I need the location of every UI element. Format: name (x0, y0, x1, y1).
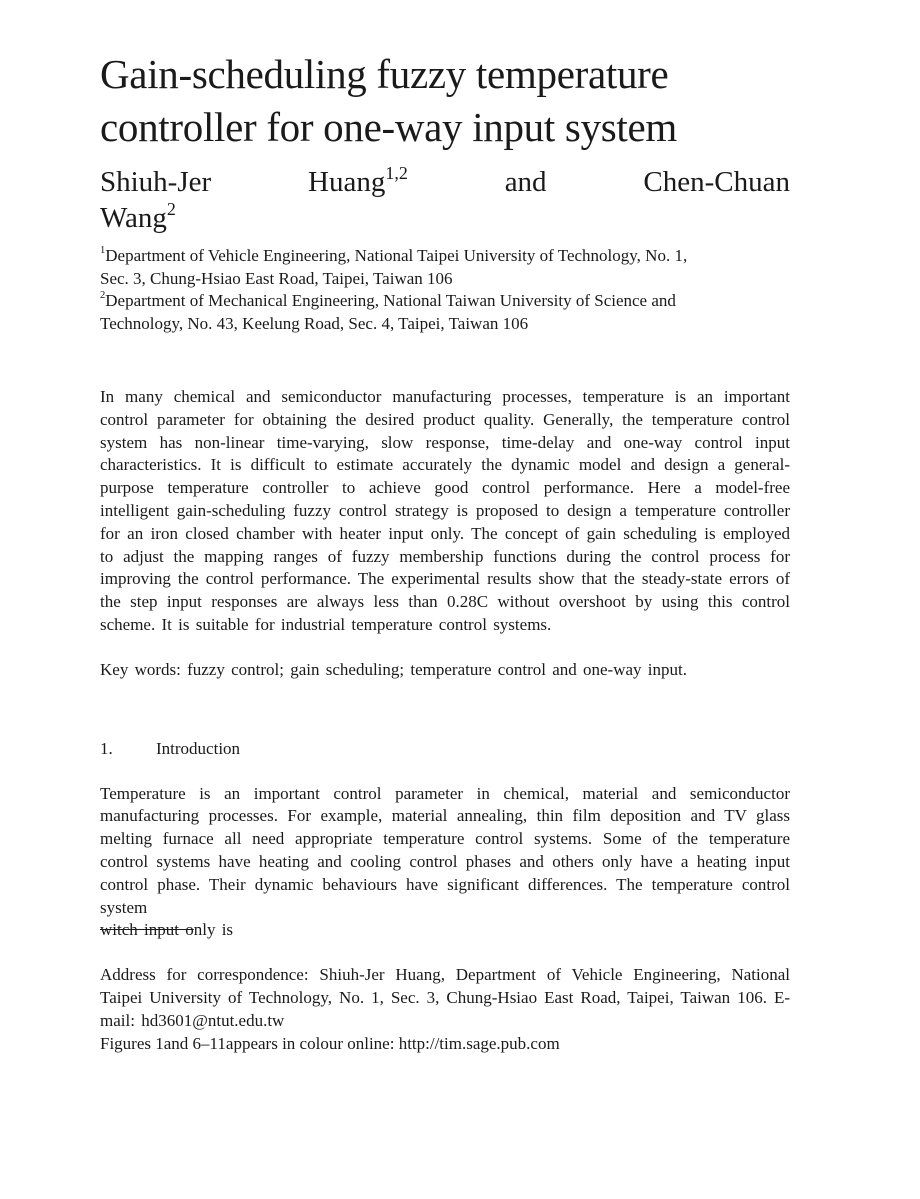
correspondence-text: Address for correspondence: Shiuh-Jer Huang, Department of Vehicle Engineering, National Taipei University of Technology, No. 1, Sec. 3, Chung-Hsiao East Road, Taipei, Taiwan 106. E-mail: hd3601@ntut.edu.tw (100, 965, 790, 1030)
affiliation-2-line-1: $^2$Department of Mechanical Engineering, National Taiwan University of Science and (100, 290, 676, 310)
author-1-surname: Huang$^{1,2}$ (308, 162, 408, 198)
author-2-given: Chen-Chuan (643, 166, 791, 198)
introduction (100, 783, 790, 943)
title-line-1: Gain-scheduling fuzzy temperature (100, 51, 669, 97)
section-1-heading (100, 738, 790, 760)
author-1-given: Shiuh-Jer (100, 166, 212, 198)
title-line-2: controller for one-way input system (100, 104, 678, 150)
section-1-title: Introduction (156, 738, 241, 758)
introduction-text: Temperature is an important control parameter in chemical, material and semiconductor manufacturing processes. For example, material annealing, thin film deposition and TV glass melting furnace all need appropriate temperature control systems. Some of the temperature control systems have heating and cooling control phases and others only have a heating input control phase. Their dynamic behaviours have significant differences. The temperature control system witch input only is (100, 783, 790, 940)
correspondence-footnote (100, 964, 790, 1055)
paper-page (100, 48, 790, 1055)
affiliation-1-mark: 1 (100, 245, 106, 257)
paper-title (100, 48, 790, 154)
author-1-affiliation-mark: 1,2 (385, 162, 408, 183)
affiliation-1-line-2: Sec. 3, Chung-Hsiao East Road, Taipei, Taiwan 106 (100, 268, 453, 288)
abstract-text: In many chemical and semiconductor manufacturing processes, temperature is an important control parameter for obtaining the desired product quality. Generally, the temperature control system has non-linear time-varying, slow response, time-delay and one-way control input characteristics. It is difficult to estimate accurately the dynamic model and design a general-purpose temperature controller to achieve good control performance. Here a model-free intelligent gain-scheduling fuzzy control strategy is proposed to design a temperature controller for an iron closed chamber with heater input only. The concept of gain scheduling is employed to adjust the mapping ranges of fuzzy membership functions during the control process for improving the control performance. The experimental results show that the steady-state errors of the step input responses are always less than 0.28C without overshoot by using this control scheme. It is suitable for industrial temperature control systems. (100, 387, 790, 634)
keywords-text: Key words: fuzzy control; gain scheduling; temperature control and one-way input. (100, 659, 687, 679)
author-line-2 (100, 198, 790, 235)
author-line (100, 164, 790, 201)
keywords (100, 659, 790, 682)
figures-note: Figures 1and 6–11appears in colour online: http://tim.sage.pub.com (100, 1033, 560, 1053)
affiliation-2-line-2: Technology, No. 43, Keelung Road, Sec. 4, Taipei, Taiwan 106 (100, 313, 529, 333)
affiliation-2-mark: 2 (100, 290, 106, 302)
author-2-affiliation-mark: 2 (166, 198, 176, 219)
author-2-surname: Wang (100, 202, 167, 234)
affiliation-1-line-1: $^1$Department of Vehicle Engineering, National Taipei University of Technology, No. 1, (100, 245, 688, 265)
section-1-number: 1. (100, 738, 113, 758)
intro-tail: nly is (193, 920, 234, 940)
author-conjunction: and (504, 166, 547, 198)
abstract (100, 386, 790, 637)
struck-text: witch input o (100, 920, 194, 940)
affiliations (100, 245, 790, 335)
